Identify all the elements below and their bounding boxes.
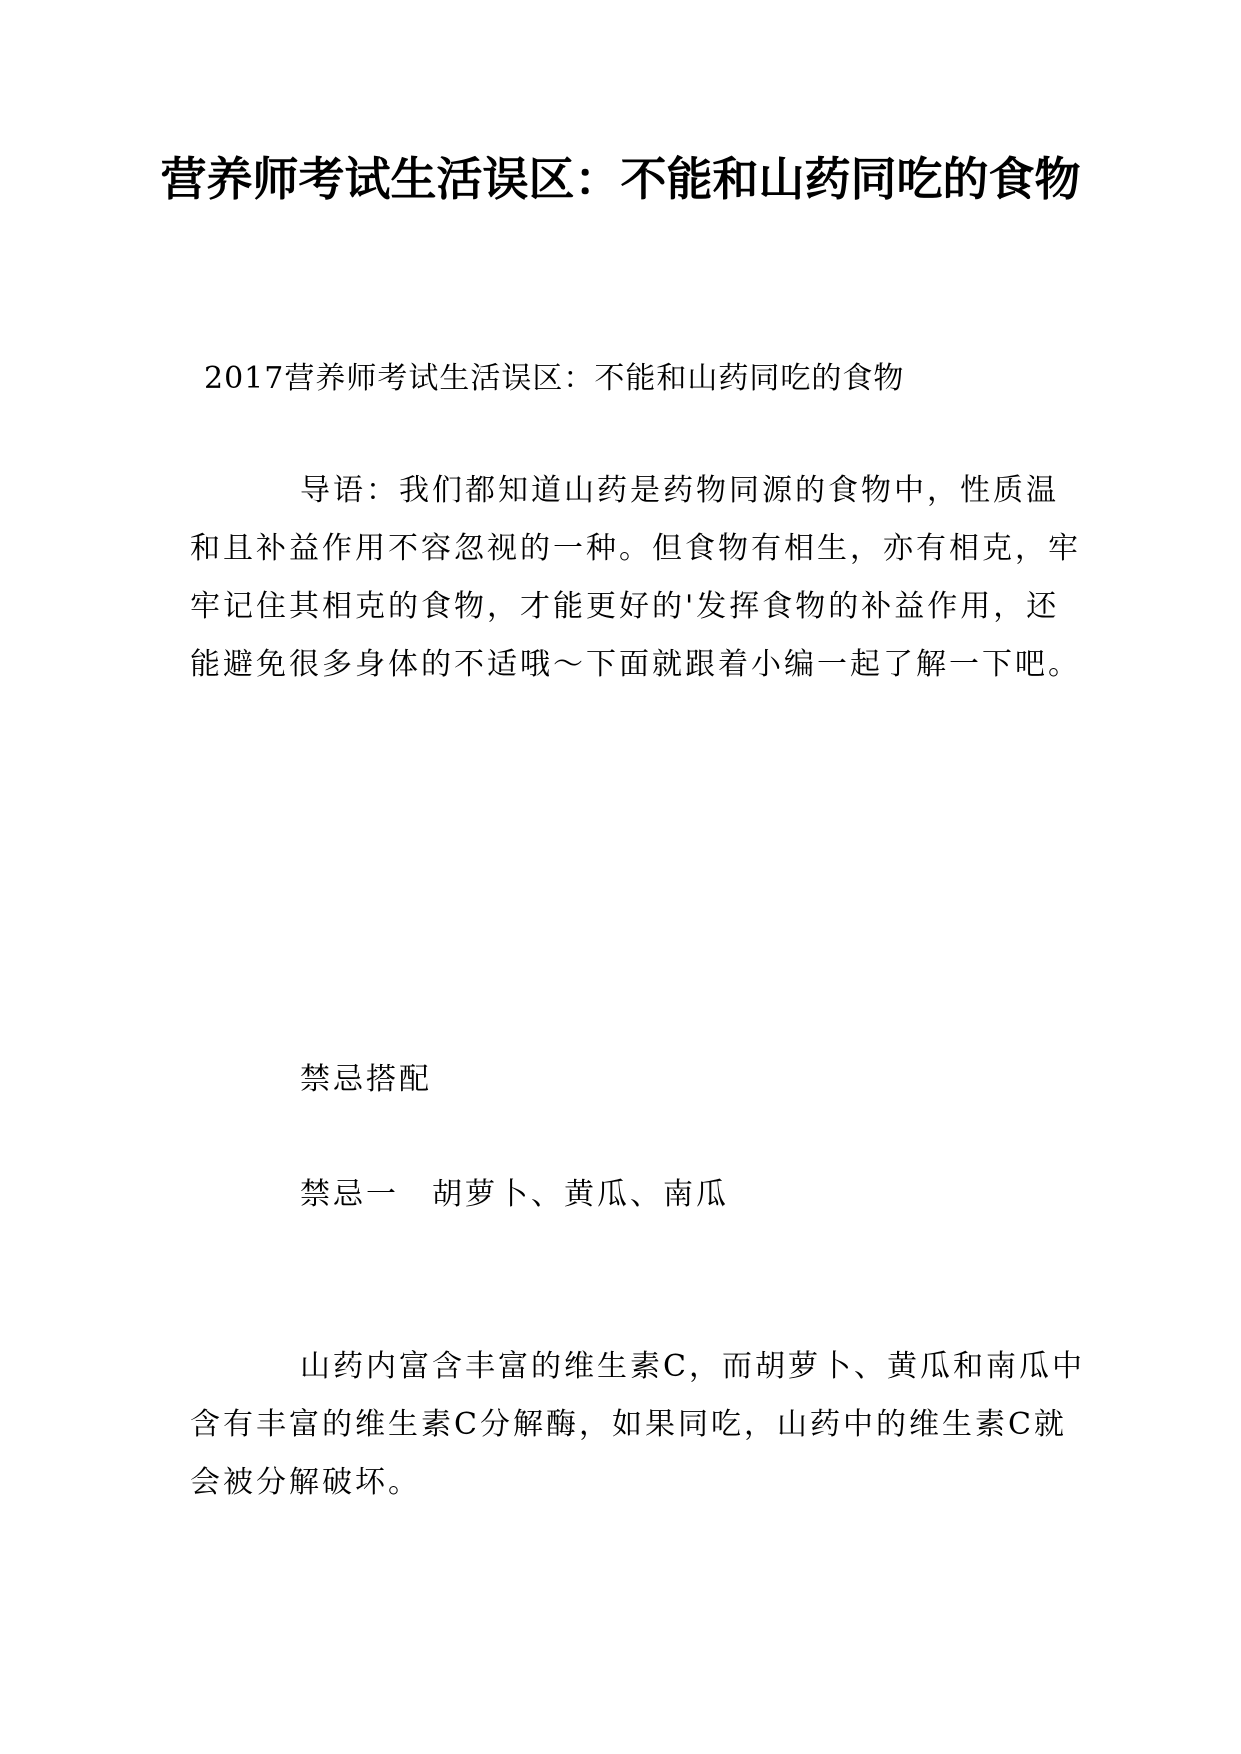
document-subtitle: 2017营养师考试生活误区：不能和山药同吃的食物 xyxy=(204,361,905,396)
taboo-item-one: 禁忌一 胡萝卜、黄瓜、南瓜 xyxy=(300,1177,729,1212)
explanation-paragraph: 山药内富含丰富的维生素C，而胡萝卜、黄瓜和南瓜中含有丰富的维生素C分解酶，如果同吃，山药中的维生素C就会被分解破坏。 xyxy=(190,1349,1085,1500)
intro-paragraph: 导语：我们都知道山药是药物同源的食物中，性质温和且补益作用不容忽视的一种。但食物有相生，亦有相克，牢牢记住其相克的食物，才能更好的'发挥食物的补益作用，还能避免很多身体的不适哦～下面就跟着小编一起了解一下吧。 xyxy=(190,473,1081,682)
section-heading: 禁忌搭配 xyxy=(300,1062,432,1097)
document-title: 营养师考试生活误区：不能和山药同吃的食物 xyxy=(160,152,1081,206)
